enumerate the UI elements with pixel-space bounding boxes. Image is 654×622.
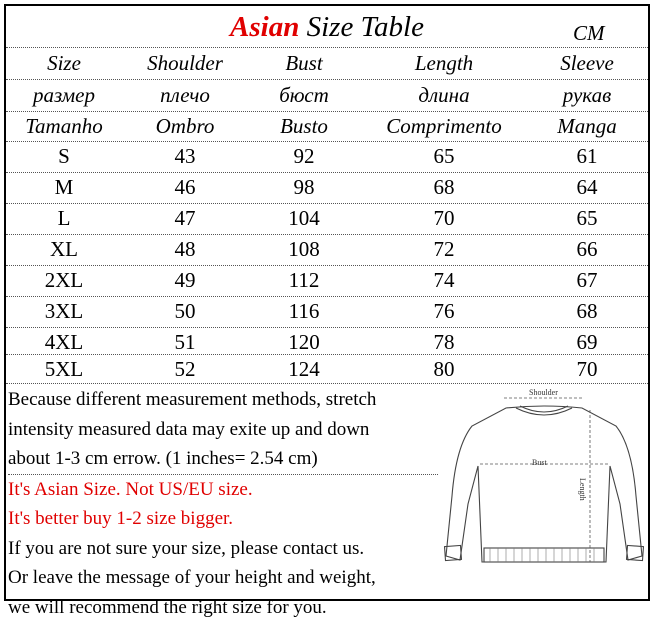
note-line: we will recommend the right size for you. (8, 593, 438, 622)
title-brand: Asian (230, 11, 299, 43)
size-cell: 2XL (6, 265, 122, 296)
shoulder-cell: 48 (122, 234, 248, 265)
note-line: Or leave the message of your height and weight, (8, 563, 438, 593)
header-cell: бюст (248, 80, 360, 111)
header-cell: Shoulder (122, 48, 248, 79)
header-cell: размер (6, 80, 122, 111)
header-row-english (6, 48, 648, 79)
note-line: If you are not sure your size, please contact us. (8, 534, 438, 564)
size-cell: XL (6, 234, 122, 265)
header-cell: плечо (122, 80, 248, 111)
shoulder-cell: 51 (122, 327, 248, 358)
sleeve-cell: 64 (528, 172, 646, 203)
note-line: intensity measured data may exite up and down (8, 415, 438, 445)
table-row (6, 354, 648, 385)
length-cell: 68 (360, 172, 528, 203)
sweater-illustration (440, 386, 648, 598)
bust-cell: 104 (248, 203, 360, 234)
sleeve-cell: 65 (528, 203, 646, 234)
length-cell: 80 (360, 354, 528, 385)
size-cell: M (6, 172, 122, 203)
table-row (6, 265, 648, 296)
table-row (6, 141, 648, 172)
table-row (6, 234, 648, 265)
sweater-diagram (440, 386, 648, 598)
size-cell: L (6, 203, 122, 234)
header-cell: Sleeve (528, 48, 646, 79)
shoulder-cell: 49 (122, 265, 248, 296)
size-cell: 4XL (6, 327, 122, 358)
sleeve-cell: 68 (528, 296, 646, 327)
sleeve-cell: 61 (528, 141, 646, 172)
length-measure-label: Length (578, 478, 587, 501)
notes-block (8, 385, 438, 622)
length-cell: 72 (360, 234, 528, 265)
shoulder-measure-label: Shoulder (529, 388, 558, 397)
length-cell: 65 (360, 141, 528, 172)
header-row-russian (6, 80, 648, 111)
bust-cell: 92 (248, 141, 360, 172)
bust-cell: 112 (248, 265, 360, 296)
size-cell: 5XL (6, 354, 122, 385)
bust-cell: 98 (248, 172, 360, 203)
header-row-portuguese (6, 111, 648, 142)
bust-cell: 108 (248, 234, 360, 265)
sleeve-cell: 69 (528, 327, 646, 358)
header-cell: Manga (528, 111, 646, 142)
header-cell: Tamanho (6, 111, 122, 142)
shoulder-cell: 47 (122, 203, 248, 234)
bust-cell: 120 (248, 327, 360, 358)
title-rest: Size Table (307, 11, 424, 43)
size-cell: S (6, 141, 122, 172)
bust-measure-label: Bust (532, 458, 547, 467)
note-line: about 1-3 cm errow. (1 inches= 2.54 cm) (8, 444, 438, 475)
header-cell: Ombro (122, 111, 248, 142)
sleeve-cell: 67 (528, 265, 646, 296)
sleeve-cell: 70 (528, 354, 646, 385)
table-title (6, 10, 648, 44)
header-cell: Bust (248, 48, 360, 79)
length-cell: 76 (360, 296, 528, 327)
bust-cell: 116 (248, 296, 360, 327)
length-cell: 74 (360, 265, 528, 296)
length-cell: 78 (360, 327, 528, 358)
shoulder-cell: 46 (122, 172, 248, 203)
note-line: It's Asian Size. Not US/EU size. (8, 475, 438, 505)
bust-cell: 124 (248, 354, 360, 385)
header-cell: Busto (248, 111, 360, 142)
shoulder-cell: 50 (122, 296, 248, 327)
header-cell: Size (6, 48, 122, 79)
header-cell: длина (360, 80, 528, 111)
shoulder-cell: 52 (122, 354, 248, 385)
title-row (6, 6, 648, 47)
header-cell: Comprimento (360, 111, 528, 142)
length-cell: 70 (360, 203, 528, 234)
header-cell: Length (360, 48, 528, 79)
size-cell: 3XL (6, 296, 122, 327)
table-row (6, 172, 648, 203)
rule (6, 383, 648, 384)
note-line: It's better buy 1-2 size bigger. (8, 504, 438, 534)
shoulder-cell: 43 (122, 141, 248, 172)
table-row (6, 296, 648, 327)
unit-label: CM (573, 21, 605, 46)
header-cell: рукав (528, 80, 646, 111)
table-row (6, 203, 648, 234)
note-line: Because different measurement methods, stretch (8, 385, 438, 415)
sleeve-cell: 66 (528, 234, 646, 265)
